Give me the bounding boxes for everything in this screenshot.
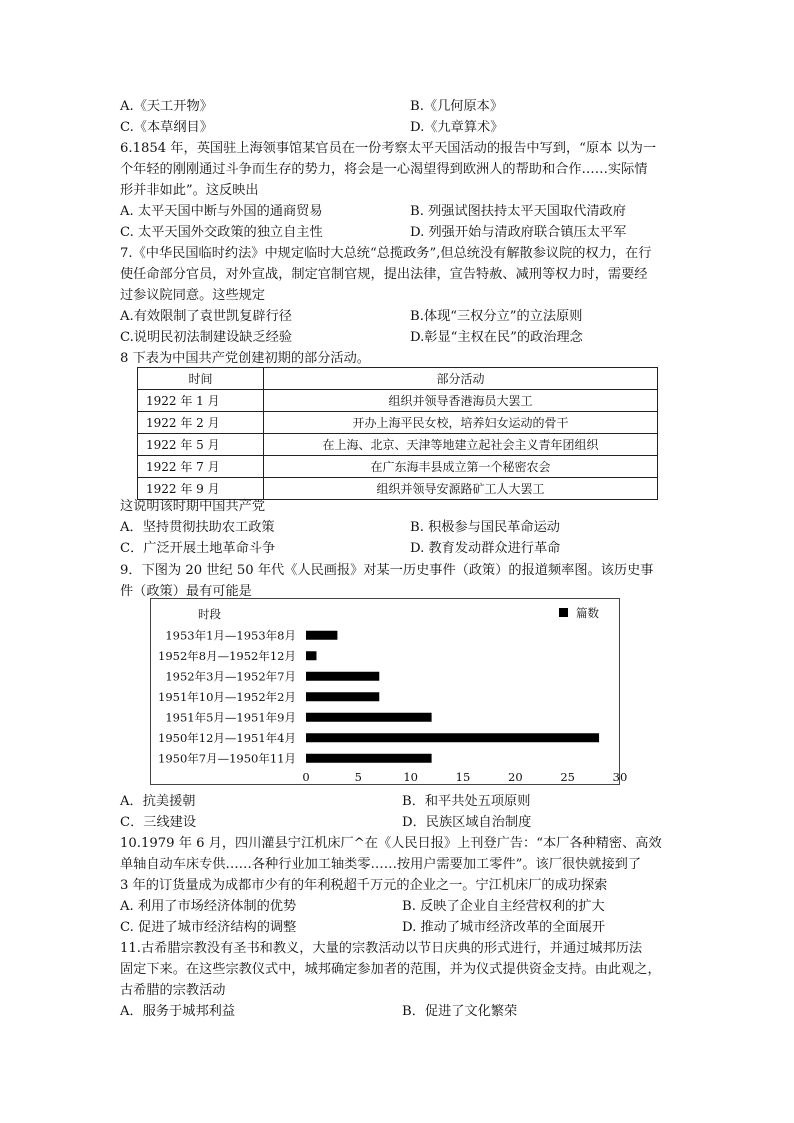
text-line: B. 列强试图扶持太平天国取代清政府 [410,204,626,219]
x-tick-label: 10 [403,770,418,784]
text-line: 件（政策）最有可能是 [120,584,252,599]
table-header-row [138,368,658,390]
activity-table [137,367,658,500]
x-tick-label: 25 [560,770,575,784]
text-line: 过参议院同意。这些规定 [120,288,266,303]
table-row [138,412,658,434]
table-cell-activity: 在广东海丰县成立第一个秘密农会 [264,456,658,478]
text-line: B.体现“三权分立”的立法原则 [410,309,583,324]
text-line: C.说明民初法制建设缺乏经验 [120,330,293,345]
text-line: B. 反映了企业自主经营权利的扩大 [402,899,605,914]
x-tick-label: 30 [612,770,628,784]
text-line: A.《天工开物》 [120,99,213,114]
text-line: B.《几何原本》 [410,99,504,114]
x-tick-label: 15 [455,770,471,784]
text-line: 形并非如此”。这反映出 [120,183,259,198]
category-label: 1952年3月—1952年7月 [165,669,296,684]
text-line: 9．下图为 20 世纪 50 年代《人民画报》对某一历史事件（政策）的报道频率图。该历史事 [120,563,654,578]
text-line: D. 教育发动群众进行革命 [410,541,561,556]
table-row [138,478,658,500]
x-tick-label: 5 [354,770,362,784]
table-cell-activity: 在上海、北京、天津等地建立起社会主义青年团组织 [264,434,658,456]
text-line: 6.1854 年，英国驻上海领事馆某官员在一份考察太平天国活动的报告中写到，“原本 以为一 [120,141,657,156]
bar [306,733,599,742]
category-label: 1953年1月—1953年8月 [165,628,296,643]
bar [306,692,379,701]
y-axis-label: 时段 [198,607,221,621]
text-line: 10.1979 年 6 月，四川灌县宁江机床厂^在《人民日报》上刊登广告：“本厂各种精密、高效 [120,836,662,851]
category-label: 1950年7月—1950年11月 [158,751,296,766]
text-line: 个年轻的刚刚通过斗争而生存的势力，将会是一心渴望得到欧洲人的帮助和合作……实际情 [120,162,648,177]
table-cell-time: 1922 年 9 月 [138,478,264,500]
text-line: D. 推动了城市经济改革的全面展开 [402,920,606,935]
text-line: D. 列强开始与清政府联合镇压太平军 [410,225,627,240]
text-line: B．促进了文化繁荣 [402,1004,518,1019]
text-line: A.有效限制了袁世凯复辟行径 [120,309,292,324]
text-line: 单轴自动车床专供……各种行业加工轴类零……按用户需要加工零件”。该厂很快就接到了 [120,857,642,872]
bar [306,754,432,763]
text-line: 这说明该时期中国共产党 [120,499,266,514]
legend-swatch [559,608,568,617]
text-line: D.《九章算术》 [410,120,504,135]
text-line: 11.古希腊宗教没有圣书和教义，大量的宗教活动以节日庆典的形式进行，并通过城邦历法 [120,941,643,956]
category-label: 1951年10月—1952年2月 [158,689,296,704]
text-line: 3 年的订货量成为成都市少有的年利税超千万元的企业之一。宁江机床厂的成功探索 [120,878,608,893]
text-line: 8 下表为中国共产党创建初期的部分活动。 [120,351,370,366]
text-line: C．三线建设 [120,815,197,830]
category-label: 1950年12月—1951年4月 [158,730,296,745]
text-line: B. 积极参与国民革命运动 [410,520,560,535]
table-row [138,434,658,456]
table-cell-time: 1922 年 2 月 [138,412,264,434]
table-row [138,456,658,478]
category-label: 1951年5月—1951年9月 [165,710,296,725]
text-line: A. 利用了市场经济体制的优势 [120,899,297,914]
table-cell-activity: 组织并领导香港海员大罢工 [264,390,658,412]
report-frequency-chart [150,598,634,786]
text-line: C.《本草纲目》 [120,120,213,135]
text-line: A. 太平天国中断与外国的通商贸易 [120,204,323,219]
table-header-time: 时间 [138,368,264,390]
bar [306,713,432,722]
table-cell-activity: 开办上海平民女校，培养妇女运动的骨干 [264,412,658,434]
category-label: 1952年8月—1952年12月 [158,648,296,663]
legend-label: 篇数 [576,606,599,620]
table-cell-activity: 组织并领导安源路矿工人大罢工 [264,478,658,500]
text-line: D.彰显“主权在民”的政治理念 [410,330,583,345]
text-line: 7.《中华民国临时约法》中规定临时大总统“总揽政务”,但总统没有解散参议院的权力，在行 [120,246,652,261]
text-line: A．服务于城邦利益 [120,1004,236,1019]
text-line: 使任命部分官员，对外宣战，制定官制官规，提出法律，宣告特赦、减刑等权力时，需要经 [120,267,648,282]
table-cell-time: 1922 年 7 月 [138,456,264,478]
table-cell-time: 1922 年 1 月 [138,390,264,412]
text-line: A．坚持贯彻扶助农工政策 [120,520,275,535]
text-line: C. 促进了城市经济结构的调整 [120,920,297,935]
text-line: B．和平共处五项原则 [402,794,531,809]
table-cell-time: 1922 年 5 月 [138,434,264,456]
text-line: 固定下来。在这些宗教仪式中，城邦确定参加者的范围，并为仪式提供资金支持。由此观之， [120,962,661,977]
x-tick-label: 0 [302,770,310,784]
bar [306,631,337,640]
text-line: A．抗美援朝 [120,794,196,809]
text-line: C. 太平天国外交政策的独立自主性 [120,225,323,240]
text-line: C．广泛开展土地革命斗争 [120,541,276,556]
text-line: 古希腊的宗教活动 [120,983,226,998]
bar [306,651,316,660]
bar [306,672,379,681]
text-line: D．民族区域自治制度 [402,815,532,830]
x-tick-label: 20 [508,770,523,784]
table-header-activity: 部分活动 [264,368,658,390]
table-row [138,390,658,412]
